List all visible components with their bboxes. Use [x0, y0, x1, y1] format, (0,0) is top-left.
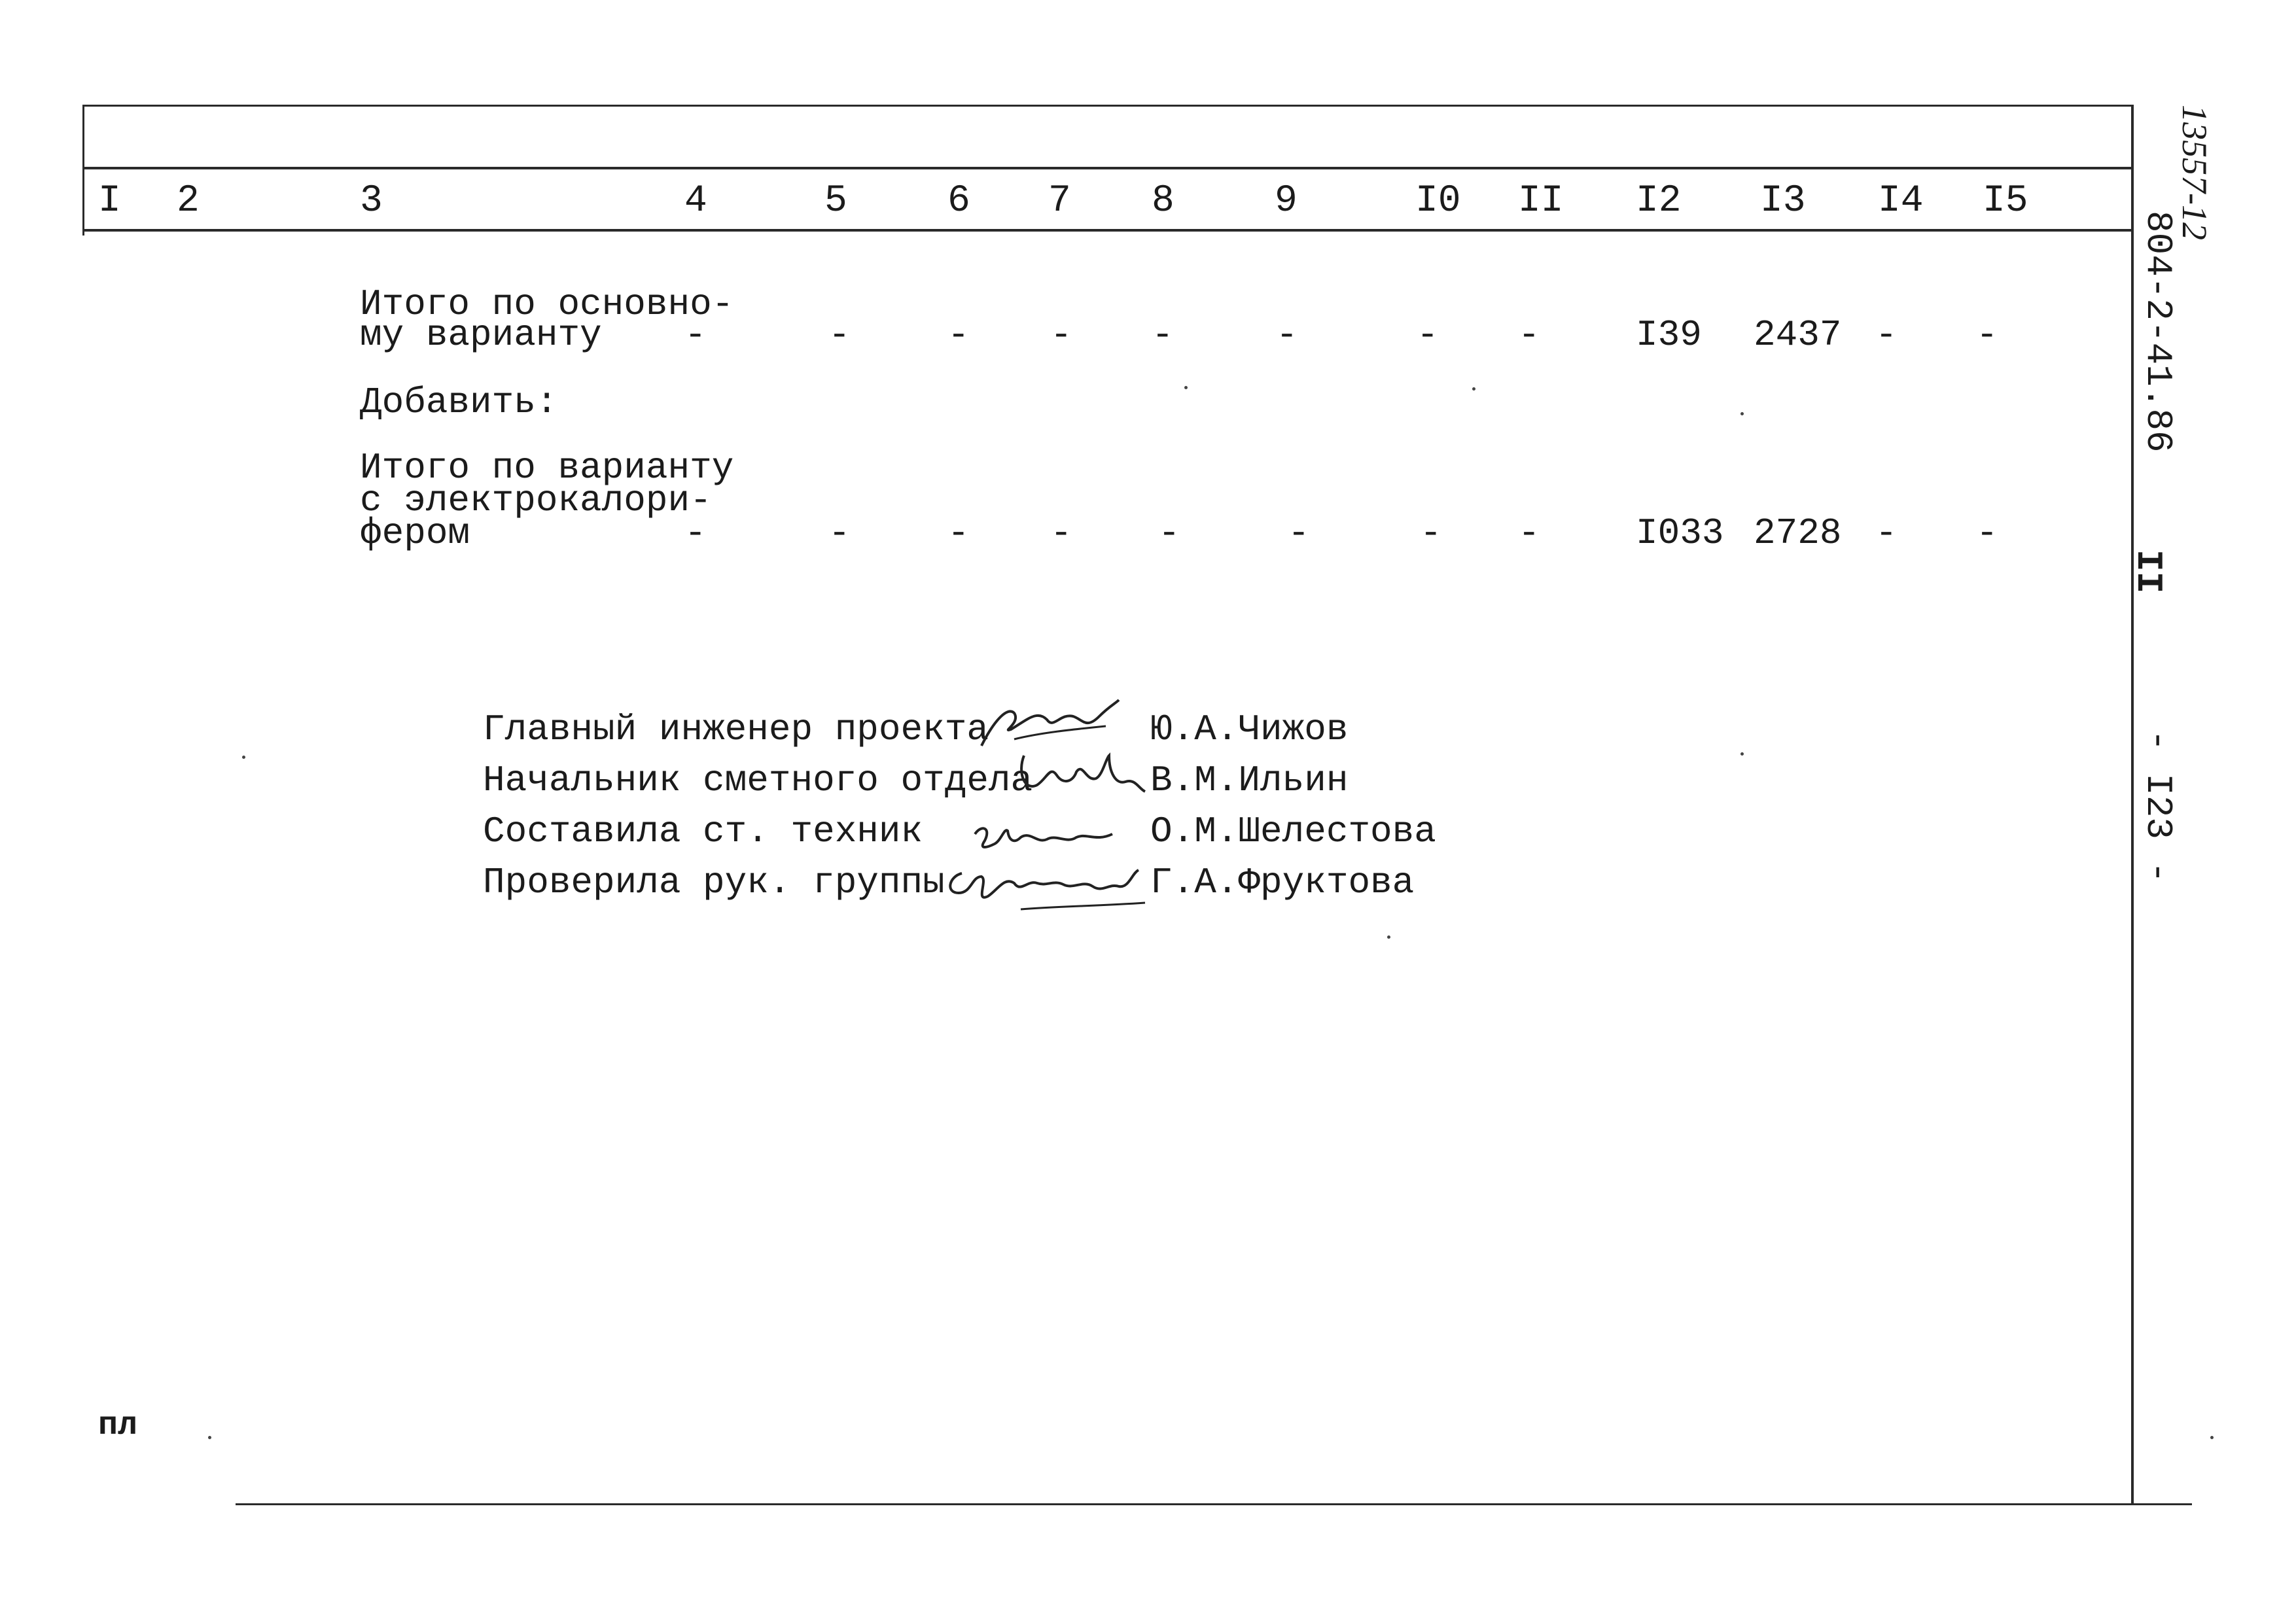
row1-cell-col13: 2437 — [1754, 314, 1842, 356]
column-header-14: I4 — [1878, 180, 1924, 222]
scan-speck — [1472, 387, 1475, 391]
row1-cell-col9: - — [1276, 314, 1298, 356]
row1-cell-col5: - — [828, 314, 851, 356]
margin-handwritten-number: 13557-12 — [2175, 105, 2214, 240]
column-header-10: I0 — [1415, 180, 1461, 222]
row3-cell-col14: - — [1875, 512, 1898, 554]
row3-label-line2: с электрокалори- — [360, 480, 712, 521]
row1-cell-col7: - — [1050, 314, 1072, 356]
corner-mark: пл — [98, 1407, 138, 1444]
row3-label-line1: Итого по варианту — [360, 447, 734, 489]
row3-cell-col5: - — [828, 512, 851, 554]
column-header-3: 3 — [360, 180, 383, 222]
column-header-7: 7 — [1048, 180, 1071, 222]
row3-cell-col6: - — [947, 512, 970, 554]
signature-scribble-2 — [1011, 746, 1148, 805]
row3-cell-col4: - — [684, 512, 707, 554]
signature-scribble-3 — [968, 814, 1119, 860]
row3-cell-col13: 2728 — [1754, 512, 1842, 554]
header-bottom-rule — [84, 229, 2132, 232]
row3-cell-col9: - — [1288, 512, 1310, 554]
row3-cell-col10: - — [1420, 512, 1442, 554]
column-header-15: I5 — [1983, 180, 2028, 222]
scan-speck — [1740, 752, 1744, 756]
signature-scribble-4 — [942, 857, 1158, 916]
column-header-5: 5 — [824, 180, 847, 222]
column-header-11: II — [1518, 180, 1564, 222]
row1-cell-col14: - — [1875, 314, 1898, 356]
row1-cell-col10: - — [1417, 314, 1439, 356]
frame-bottom-rule — [236, 1503, 2192, 1505]
row2-label: Добавить: — [360, 381, 558, 423]
row3-cell-col7: - — [1050, 512, 1072, 554]
header-top-rule — [84, 167, 2132, 169]
scan-speck — [1184, 386, 1188, 389]
column-header-13: I3 — [1760, 180, 1806, 222]
margin-section: II — [2127, 550, 2169, 594]
row3-cell-col12: I033 — [1636, 512, 1724, 554]
frame-left-rule — [82, 105, 84, 236]
column-header-1: I — [98, 180, 121, 222]
signature-scribble-1 — [975, 693, 1125, 752]
column-header-9: 9 — [1275, 180, 1298, 222]
scan-speck — [242, 756, 245, 759]
row1-cell-col12: I39 — [1636, 314, 1702, 356]
scan-speck — [208, 1436, 211, 1439]
signature-name-2: В.М.Ильин — [1150, 759, 1349, 801]
column-header-2: 2 — [177, 180, 200, 222]
scan-speck — [1740, 412, 1744, 415]
column-header-8: 8 — [1152, 180, 1174, 222]
row1-label-line2: му варианту — [360, 314, 602, 356]
scan-speck — [2210, 1436, 2214, 1439]
row3-cell-col15: - — [1976, 512, 1998, 554]
signature-name-3: О.М.Шелестова — [1150, 811, 1436, 852]
column-header-12: I2 — [1636, 180, 1682, 222]
margin-page-number: - I23 - — [2137, 729, 2179, 884]
signature-role-4: Проверила рук. группы — [483, 862, 945, 903]
column-header-6: 6 — [947, 180, 970, 222]
row1-cell-col11: - — [1518, 314, 1540, 356]
row3-cell-col8: - — [1158, 512, 1180, 554]
column-header-4: 4 — [684, 180, 707, 222]
row3-cell-col11: - — [1518, 512, 1540, 554]
scan-speck — [1387, 935, 1390, 939]
frame-right-rule — [2131, 105, 2134, 1505]
signature-role-3: Составила ст. техник — [483, 811, 923, 852]
row1-cell-col6: - — [947, 314, 970, 356]
frame-top-rule — [84, 105, 2132, 107]
signature-role-1: Главный инженер проекта — [483, 708, 989, 750]
row1-cell-col8: - — [1152, 314, 1174, 356]
signature-role-2: Начальник сметного отдела — [483, 759, 1033, 801]
signature-name-1: Ю.А.Чижов — [1150, 708, 1349, 750]
signature-name-4: Г.А.Фруктова — [1150, 862, 1415, 903]
row1-cell-col4: - — [684, 314, 707, 356]
row1-cell-col15: - — [1976, 314, 1998, 356]
row3-label-line3: фером — [360, 512, 470, 554]
row1-label-line1: Итого по основно- — [360, 283, 734, 325]
margin-doc-code: 804-2-41.86 — [2137, 211, 2179, 453]
